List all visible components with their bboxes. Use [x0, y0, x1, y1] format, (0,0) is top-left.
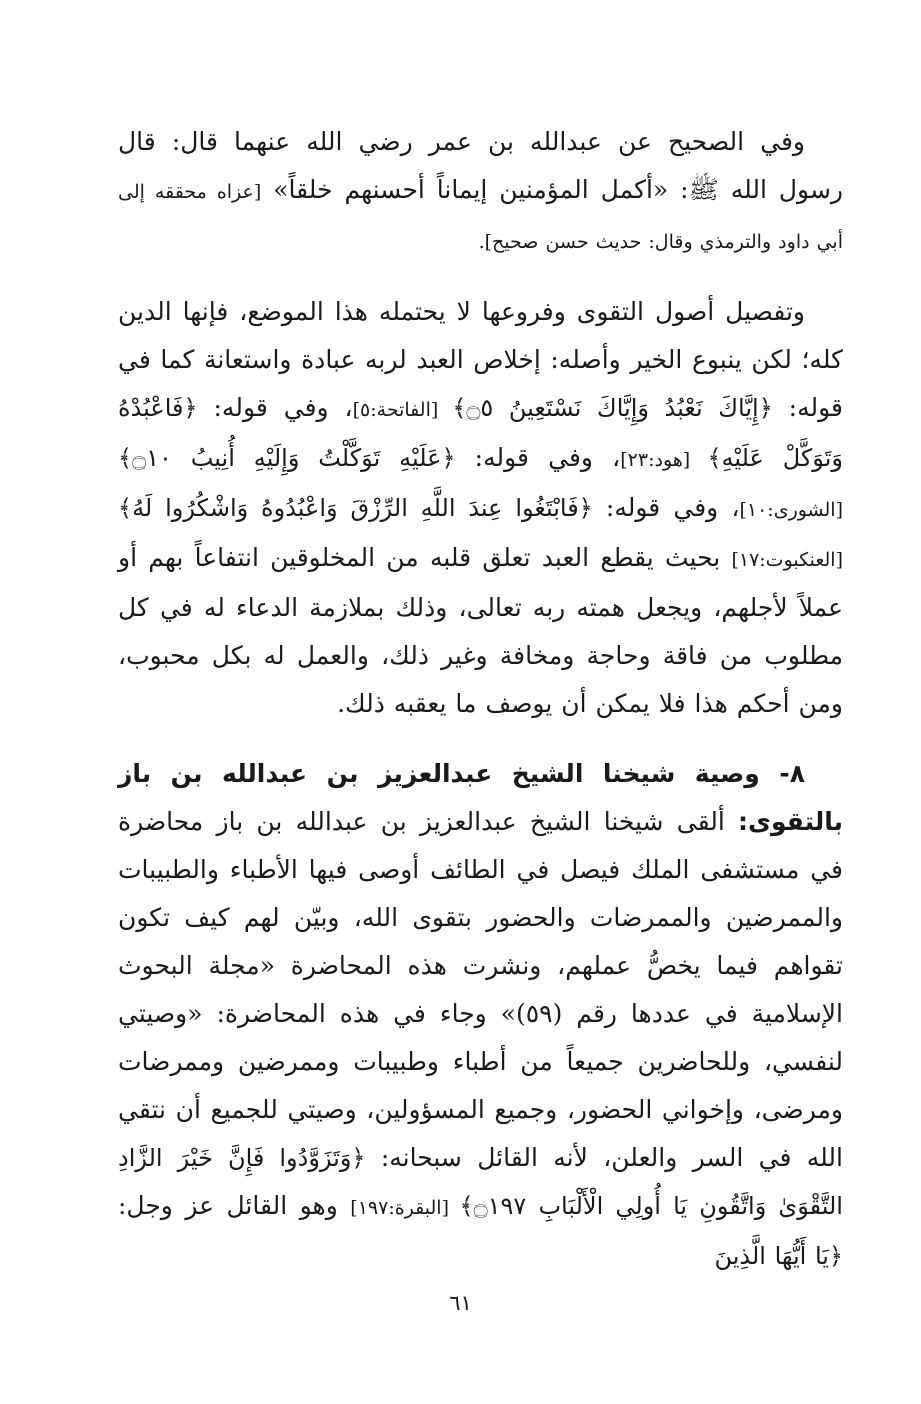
- section-heading: ٨- وصية شيخنا الشيخ عبدالعزيز بن عبدالله بن باز بالتقوى:: [118, 759, 843, 836]
- page-number: ٦١: [449, 1291, 472, 1315]
- quran-verse-hud: ﴿فَاعْبُدْهُ وَتَوَكَّلْ عَلَيْهِ﴾: [118, 394, 843, 472]
- verse-reference: [هود:٢٣]: [620, 449, 708, 471]
- body-text: ، وفي قوله:: [592, 493, 740, 522]
- verse-reference: [الشورى:١٠]: [739, 499, 843, 521]
- quran-verse-continued: ﴿يَا أَيُّهَا الَّذِينَ: [714, 1242, 843, 1270]
- body-text: وهو القائل عز وجل:: [118, 1191, 351, 1220]
- verse-reference: [الفاتحة:٥]: [352, 399, 453, 421]
- quran-verse-fatiha: ﴿إِيَّاكَ نَعْبُدُ وَإِيَّاكَ نَسْتَعِينُ ۝٥﴾: [452, 394, 773, 422]
- paragraph-taqwa-principles: [118, 288, 843, 728]
- quran-verse-shura: ﴿عَلَيْهِ تَوَكَّلْتُ وَإِلَيْهِ أُنِيبُ ۝١٠﴾: [118, 444, 456, 472]
- verse-reference: [العنكبوت:١٧]: [731, 549, 843, 571]
- body-text: بحيث يقطع العبد تعلق قلبه من المخلوقين انتفاعاً بهم أو عملاً لأجلهم، ويجعل همته ربه تعالى، وذلك بملازمة الدعاء له في كل مطلوب من فاقة وحاجة ومخافة وغير ذلك، والعمل له بكل محبوب، ومن أحكم هذا فلا يمكن أن يوصف ما يعقبه ذلك.: [118, 543, 843, 718]
- hadith-text: وفي الصحيح عن عبدالله بن عمر رضي الله عنهما قال: قال رسول الله ﷺ: «أكمل المؤمنين إيماناً أحسنهم خلقاً»: [118, 127, 843, 204]
- body-text: وتفصيل أصول التقوى وفروعها لا يحتمله هذا الموضع، فإنها الدين كله؛ لكن ينبوع الخير وأصله: إخلاص العبد لربه عبادة واستعانة كما في قوله:: [118, 297, 843, 422]
- paragraph-hadith: [118, 118, 843, 266]
- verse-reference: [البقرة:١٩٧]: [350, 1197, 460, 1219]
- quran-verse-ankabut: ﴿فَابْتَغُوا عِندَ اللَّهِ الرِّزْقَ وَاعْبُدُوهُ وَاشْكُرُوا لَهُ﴾: [118, 494, 593, 522]
- paragraph-ibn-baz-advice: [118, 750, 843, 1280]
- body-text: ، وفي قوله:: [455, 443, 621, 472]
- hadith-grading-note: [عزاه محققه إلى أبي داود والترمذي وقال: حديث حسن صحيح].: [118, 181, 843, 253]
- book-page: [118, 118, 843, 1280]
- quran-verse-baqarah: ﴿وَتَزَوَّدُوا فَإِنَّ خَيْرَ الزَّادِ التَّقْوَىٰ وَاتَّقُونِ يَا أُولِي الْأَلْبَابِ ۝١٩٧﴾: [118, 1144, 843, 1220]
- body-text: ، وفي قوله:: [197, 393, 353, 422]
- body-text: ألقى شيخنا الشيخ عبدالعزيز بن عبدالله بن باز محاضرة في مستشفى الملك فيصل في الطائف أوصى فيها الأطباء والطبيبات والممرضين والممرضات والحضور بتقوى الله، وبيّن لهم كيف تكون تقواهم فيما يخصُّ عملهم، ونشرت هذه المحاضرة «مجلة البحوث الإسلامية في عددها رقم (٥٩)» وجاء في هذه المحاضرة: «وصيتي لنفسي، وللحاضرين جميعاً من أطباء وطبيبات وممرضين وممرضات ومرضى، وإخواني الحضور، وجميع المسؤولين، وصيتي للجميع أن نتقي الله في السر والعلن، لأنه القائل سبحانه:: [118, 807, 843, 1172]
